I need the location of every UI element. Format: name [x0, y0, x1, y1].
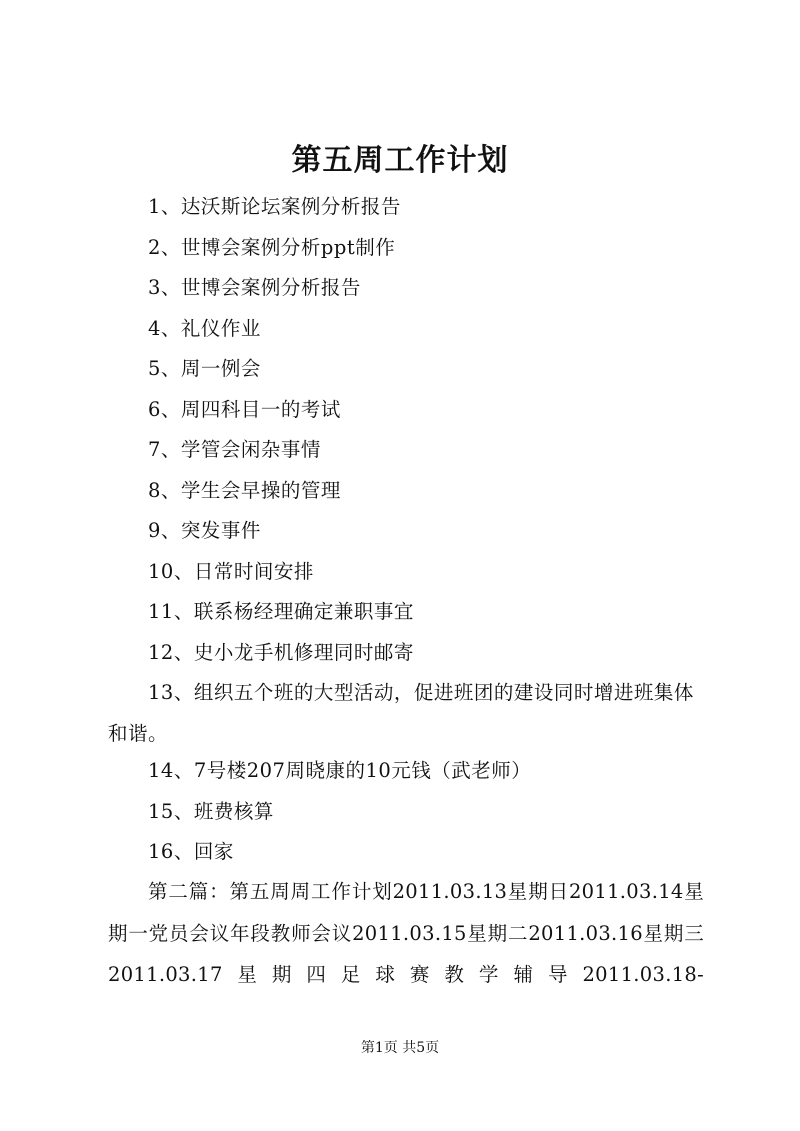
second-part-paragraph: 第二篇：第五周周工作计划2011.03.13星期日2011.03.14星期一党员会议年段教师会议2011.03.15星期二2011.03.16星期三2011.03.17星期四足球赛教学辅导2011.03.18- [108, 880, 704, 986]
task-list [148, 187, 708, 673]
list-item: 7、学管会闲杂事情 [148, 438, 321, 461]
list-item: 16、回家 [148, 840, 234, 863]
list-item: 12、史小龙手机修理同时邮寄 [148, 640, 414, 664]
list-item: 1、达沃斯论坛案例分析报告 [148, 195, 401, 218]
list-item: 9、突发事件 [148, 519, 261, 542]
list-item: 6、周四科目一的考试 [148, 397, 341, 421]
list-item: 5、周一例会 [148, 357, 261, 380]
list-item: 3、世博会案例分析报告 [148, 276, 361, 299]
task-list-continued [148, 751, 708, 873]
page-footer: 第1页 共5页 [360, 1040, 440, 1056]
list-item: 8、学生会早操的管理 [148, 478, 341, 502]
list-item: 2、世博会案例分析ppt制作 [148, 235, 396, 259]
list-item: 15、班费核算 [148, 799, 274, 823]
list-item: 11、联系杨经理确定兼职事宜 [148, 600, 414, 623]
list-item-13-paragraph: 13、组织五个班的大型活动，促进班团的建设同时增进班集体和谐。 [108, 681, 694, 745]
document-title: 第五周工作计划 [291, 143, 509, 178]
list-item: 14、7号楼207周晓康的10元钱（武老师） [148, 759, 532, 782]
list-item: 10、日常时间安排 [148, 559, 314, 583]
list-item: 4、礼仪作业 [148, 316, 261, 340]
